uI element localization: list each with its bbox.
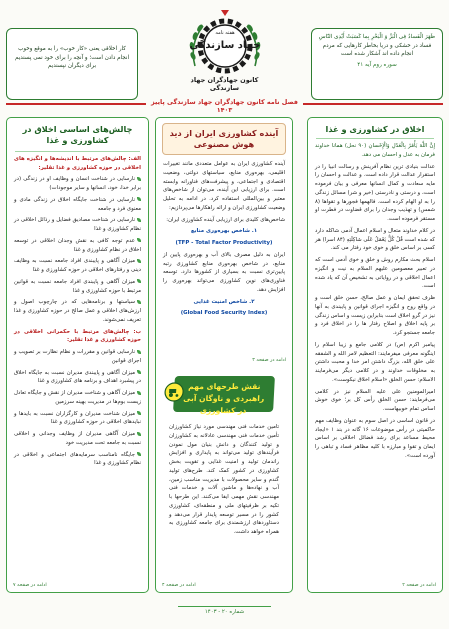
quran-translation: فساد در خشکی و دریا بخاطر کارهایی که مردم انجام داده اند آشکار شده است [322, 42, 432, 58]
list-item: میزان آگاهی و شناخت مدیران از نقش و جایگاه تعادل زیست بوم‌ها در مدیریت بهینه سرزمین [14, 390, 141, 405]
logo-subtitle: کانون جهادگران جهاد سازندگی [190, 76, 259, 92]
strategic-plans-section [162, 376, 286, 584]
logo-word: جهاد سازندگی [189, 40, 260, 51]
paragraph: ایران به دلیل مصرف بالای آب و بهره‌وری پایین از منابع، در شاخص بهره‌وری منابع کشاورزی رتبه پایین‌تری نسبت به بسیاری از کشورها دارد. توسعه فناوری‌های نوین کشاورزی می‌تواند بهره‌وری را افزایش دهد. [163, 251, 285, 293]
leaf-bullet-icon [137, 411, 141, 415]
ethics-quote-box [6, 28, 138, 100]
page-footer [178, 606, 271, 618]
paragraph: در قانون اساسی در اصل سوم به عنوان وظایف مهم حاکمیتی در رأس موضوعات ۱۶ گانه در بند ۱ «ایجاد محیط مساعد برای رشد فضائل اخلاقی بر اساس ایمان و تقوا و مبارزه با کلیه مظاهر فساد و تباهی را آورده است». [315, 417, 435, 459]
leaf-bullet-icon [137, 452, 141, 456]
paragraph: ظرف تحقق ایمان و عمل صالح، حسن خلق است و در واقع روح و انگیزه اجرای قوانین و پایبندی به آنها نیز در گرو اخلاق است بنابراین زیست و اساس زندگی بر پایه اخلاق و اصلاح رفتار ها را در اخلاق فرد و جامعه جستجو کرد. [315, 295, 435, 336]
dateline [6, 98, 443, 114]
paragraph: در کلام خداوند متعال و اسلام اعمال آدمی شاکله دارد که شده است قُلْ کُلٌّ یَعْمَلُ عَلَی شاکِلَتِهِ (۸۴ اسرا) هر کسی بر اساس خلق و خوی خود رفتار می کند. [315, 227, 435, 252]
logo-top-text: هفته نامه [214, 30, 235, 36]
column-ai-future-title: آینده کشاورزی ایران از دید هوش مصنوعی [162, 123, 286, 155]
column-ethics-body [308, 139, 442, 467]
column-ethics-title: اخلاق در کشاورزی و غذا [325, 124, 425, 134]
strategic-plans-banner [173, 376, 275, 415]
paragraph: آینده کشاورزی ایران به عوامل متعددی مانند تغییرات اقلیمی، بهره‌وری منابع، سیاستهای دولتی، وضعیت اقتصادی و اجتماعی، و پیشرفت‌های فناورانه وابسته است. برای ارزیابی این آینده، می‌توان از شاخص‌های معتبر و بین‌المللی استفاده کرد. در ادامه به تحلیل وضعیت کشاورزی ایران و ارائه راهکارها می‌پردازیم: [163, 161, 285, 211]
leaf-bullet-icon [137, 197, 141, 201]
column-challenges [6, 117, 149, 593]
column-ai-future [155, 117, 293, 593]
logo [176, 8, 273, 94]
paragraph: امیرالمومنین علی علیه السلام نیز در کلامی می‌فرمایند: حسن الخلق رأس کل بر؛ خوی خوش اساس تمام خوبیهاست. [315, 388, 435, 412]
paragraph: إِنَّ اللَّهَ یَأْمُرُ بِالْعَدْلِ وَالْإِحْسانِ (۹۰ نحل) همانا خداوند فرمان به عدل و احسان می دهد. [315, 143, 435, 158]
ethics-quote-text: کار اخلاقی یعنی «کار خوب» را به موقع وخوب انجام دادن است؛ و آنچه را برای خود نمی پسندیم برای دیگران نپسندیم [14, 46, 130, 70]
leaf-bullet-icon [137, 218, 141, 222]
list-item: میزان شناخت مدیران و کارگزاران نسبت به بایدها و نبایدهای اخلاقی در حوزه کشاورزی و غذا [14, 410, 141, 426]
leaf-bullet-icon [137, 238, 141, 242]
column-challenges-body [7, 152, 148, 474]
leaf-bullet-icon [137, 279, 141, 283]
list-item: سیاستها و برنامه‌هایی که در چارچوب اصول و ارزش‌های اخلاقی و عمل صالح در حوزه کشاورزی و غذا تعریف نمی‌شوند. [14, 299, 141, 323]
item-heading: ۲. شاخص امنیت غذایی [193, 298, 255, 305]
leaf-bullet-icon [137, 391, 141, 395]
paragraph: شاخص‌های کلیدی برای ارزیابی آینده کشاورزی ایران: [166, 216, 285, 223]
list-item: نارسایی در شناخت جایگاه اخلاق در زندگی مادی و معنوی فرد و جامعه [14, 196, 141, 212]
dateline-rule-left [6, 103, 146, 105]
gear-wheat-logo-icon [181, 8, 269, 82]
leaf-bullet-icon [137, 370, 141, 374]
strategic-plans-body [162, 420, 286, 543]
item-heading: ۱. شاخص بهره‌وری منابع [190, 228, 258, 235]
list-item: عدم توجه کافی به نقش وجدان اخلاقی در توسعه اخلاق در نظام کشاورزی و غذا [14, 237, 141, 253]
masthead [6, 6, 443, 112]
column-challenges-title: چالش‌های اساسی اخلاق در کشاورزی و غذا [22, 124, 133, 146]
list-item: میزان آگاهی و پایبندی افراد جامعه نسبت به قوانین مرتبط با حوزه کشاورزی و غذا [14, 278, 141, 294]
list-item: میزان آگاهی و پایبندی افراد جامعه نسبت به وظایف دینی و رفتارهای اخلاقی در حوزه کشاورزی و غذا [14, 258, 141, 274]
list-item: نارسایی قوانین و مقررات و نظام نظارت بر تصویب و اجرای قوانین [14, 349, 141, 364]
column-ethics [307, 117, 443, 593]
leaf-bullet-icon [137, 300, 141, 304]
tractor-icon [164, 382, 185, 402]
item-heading-en: (Global Food Security Index) [180, 310, 268, 317]
list-item: نارسایی در شناخت انسان و وظایف او در زندگی (در برابر خدا، خود، انسانها و سایر موجودات) [14, 176, 141, 192]
leaf-bullet-icon [137, 432, 141, 436]
continued-link[interactable]: ادامه در صفحه ۲ [402, 583, 436, 588]
list-item: نارسایی در شناخت مصادیق فضایل و رذائل اخلاقی در نظام کشاورزی و غذا [14, 217, 141, 233]
paragraph: عدالت بنیادی ترین نظام آفرینش و رسالت انبیا را در استقرار عدالت قرار داده است. و عدالت و احسان را مایه سعادت و کمال انسانها معرفی و بیان فرموده است، و درستی و نادرستی (خیر و شر) مسائل زندگی را به او الهام کرده است. فالهمها فجورها و تقواها (۸ شمس) و تهذیب وجدان را برای قضاوت در فطرت او مستقر فرموده است. [315, 163, 435, 222]
dateline-rule-right [303, 103, 443, 105]
paragraph: اسلام بحث مکارم روش و خلق و خوی آدمی است که در تعبیر معصومین علیهم السلام به نیت و انگیزه اعمال اخلاقی و در روایاتی به تشخیص آن که یاد شده است. [315, 257, 435, 290]
list-item: میزان آگاهی و پایبندی مدیران نسبت به جایگاه اخلاق در پیشبرد اهداف و برنامه های کشاورزی و غذا [14, 369, 141, 385]
issue-number: شماره ۲۰ - ۱۴۰۳ [204, 609, 245, 615]
dateline-text: فصل نامه کانون جهادگران جهاد سازندگی پاییز ۱۴۰۳ [146, 98, 303, 114]
paragraph: تامین خدمات فنی مهندسی مورد نیاز کشاورزان تأمین خدمات فنی مهندسی عادلانه به کشاورزان و تولید کنندگان و دانش بنیان مول نمودن فرآیندهای تولید می‌تواند به پایداری و افزایش راندمان تولید و امنیت غذایی و تقویت بخش کشاورزی در کشور کمک کند. طرح‌های تولید گندم و سایر محصولات با مدیریت مناسب زمین، آب و نهاده‌ها و ماشین آلات و خدمات فنی مهندسی نقش مهمی ایفا می‌کنند. این طرحها با تکیه بر ظرفیتهای ملی و منطقه‌ای، کشاورزی کشور را در مسیر توسعه پایدار قرار می‌دهد و دستاوردهای ارزشمندی برای جامعه کشاورزی به همراه خواهد داشت. [169, 424, 279, 535]
banner-title: نقش طرحهای مهم راهبردی و ناوگان آبی در کشاورزی [183, 382, 265, 415]
section-heading: الف: چالش‌های مرتبط با اندیشه‌ها و انگیزه های اخلاقی در حوزه کشاورزی و غذا تقلیر: [14, 155, 141, 171]
leaf-bullet-icon [137, 259, 141, 263]
continued-link[interactable]: ادامه در صفحه ۳ [252, 358, 286, 363]
item-heading-en: (TFP - Total Factor Productivity) [175, 240, 273, 247]
leaf-bullet-icon [137, 350, 141, 354]
leaf-bullet-icon [137, 177, 141, 181]
section-heading: ب: چالش‌های مرتبط با حکمرانی اخلاقی در حوزه کشاورزی و غذا تقلیر: [14, 328, 141, 344]
list-item: جایگاه نامناسب سرمایه‌های اجتماعی و اخلاقی در نظام کشاورزی و غذا [14, 451, 141, 467]
list-item: میزان آگاهی مدیران از وظایف وجدانی و اخلاقی نسبت به جامعه تحت مدیریت خود [14, 431, 141, 446]
continued-link[interactable]: ادامه در صفحه ۷ [13, 583, 47, 588]
quran-reference: سوره روم آیه ۴۱ [357, 61, 397, 68]
column-ai-future-body [156, 155, 292, 324]
paragraph: پیامبر اکرم (ص) در کلامی جامع و زیبا اسلام را اینگونه معرفی میفرمایند: التعظیم لامر الله و الشفقه علی خلق الله، بزرگ داشتن امر خدا و محبت داشتن به مخلوقات خداوند و در کلامی دیگر می‌فرمایند الاسلام: حسن الخلق «اسلام اخلاق نیکوست». [315, 341, 435, 383]
quran-quote-box [311, 28, 443, 100]
continued-link[interactable]: ادامه در صفحه ۴ [162, 583, 196, 588]
quran-verse: ظَهَرَ الْفَسادُ فِی الْبَرِّ وَ الْبَحْرِ بِما کَسَبَتْ أَیْدِی النّاسِ [318, 34, 436, 40]
